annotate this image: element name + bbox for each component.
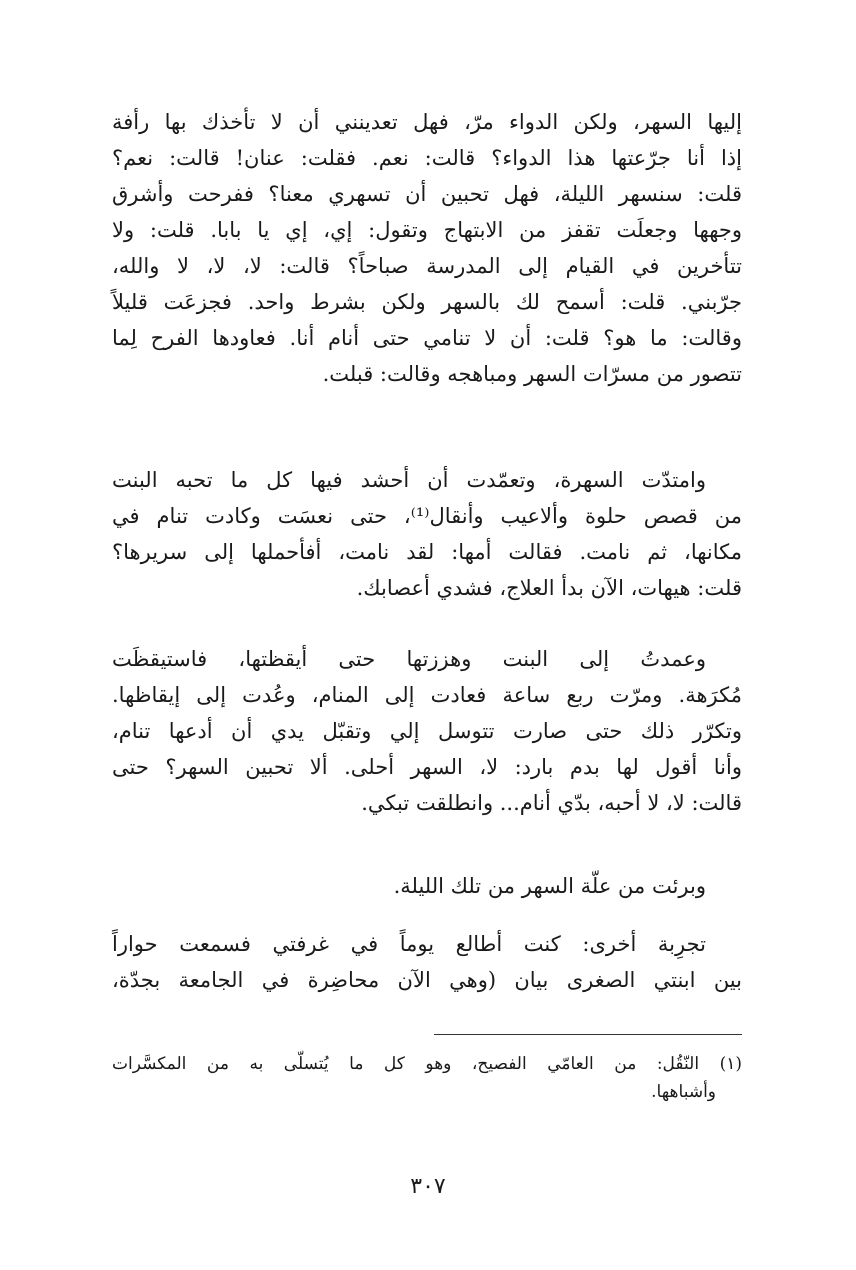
text-line: تجرِبة أخرى: كنت أطالع يوماً في غرفتي فسمعت حواراً — [112, 932, 706, 956]
text-line: من قصص حلوة وألاعيب وأنقال⁽¹⁾، حتى نعسَت وكادت تنام في — [112, 504, 742, 528]
paragraph — [112, 868, 742, 904]
footnote — [112, 1050, 742, 1106]
text-line: وأنا أقول لها بدم بارد: لا، السهر أحلى. ألا تحبين السهر؟ حتى — [112, 755, 742, 779]
text-line: إذا أنا جرّعتها هذا الدواء؟ قالت: نعم. فقلت: عنان! قالت: نعم؟ — [112, 146, 742, 170]
text-line: وبرئت من علّة السهر من تلك الليلة. — [393, 874, 706, 898]
text-line: وقالت: ما هو؟ قلت: أن لا تنامي حتى أنام أنا. فعاودها الفرح لِما — [112, 326, 742, 350]
text-line: بين ابنتي الصغرى بيان (وهي الآن محاضِرة في الجامعة بجدّة، — [112, 968, 742, 992]
footnote-line: وأشباهها. — [651, 1082, 716, 1102]
text-line: مكانها، ثم نامت. فقالت أمها: لقد نامت، أفأحملها إلى سريرها؟ — [112, 540, 742, 564]
paragraph — [112, 462, 742, 606]
text-line: جرّبني. قلت: أسمح لك بالسهر ولكن بشرط واحد. فجزعَت قليلاً — [112, 290, 742, 314]
text-line: إليها السهر، ولكن الدواء مرّ، فهل تعدينني أن لا تأخذك بها رأفة — [112, 110, 742, 134]
text-line: تتصور من مسرّات السهر ومباهجه وقالت: قبلت. — [322, 362, 742, 386]
page-number: ٣٠٧ — [410, 1174, 446, 1199]
text-line: تتأخرين في القيام إلى المدرسة صباحاً؟ قالت: لا، لا، لا والله، — [112, 254, 742, 278]
footnote-divider — [434, 1034, 742, 1035]
text-line: مُكرَهة. ومرّت ربع ساعة فعادت إلى المنام، وعُدت إلى إيقاظها. — [112, 683, 742, 707]
footnote-line: (١) النّقُل: من العامّي الفصيح، وهو كل ما يُتسلّى به من المكسَّرات — [112, 1054, 742, 1074]
text-line: وجهها وجعلَت تقفز من الابتهاج وتقول: إي، إي يا بابا. قلت: ولا — [112, 218, 742, 242]
text-line: وتكرّر ذلك حتى صارت تتوسل إلي وتقبّل يدي أن أدعها تنام، — [112, 719, 742, 743]
text-line: وامتدّت السهرة، وتعمّدت أن أحشد فيها كل ما تحبه البنت — [112, 468, 706, 492]
paragraph — [112, 104, 742, 392]
text-line: قلت: سنسهر الليلة، فهل تحبين أن تسهري معنا؟ ففرحت وأشرق — [112, 182, 742, 206]
text-line: قالت: لا، لا أحبه، بدّي أنام... وانطلقت تبكي. — [361, 791, 742, 815]
text-line: قلت: هيهات، الآن بدأ العلاج، فشدي أعصابك. — [356, 576, 742, 600]
paragraph — [112, 926, 742, 998]
text-line: وعمدتُ إلى البنت وهززتها حتى أيقظتها، فاستيقظَت — [112, 647, 706, 671]
paragraph — [112, 641, 742, 821]
